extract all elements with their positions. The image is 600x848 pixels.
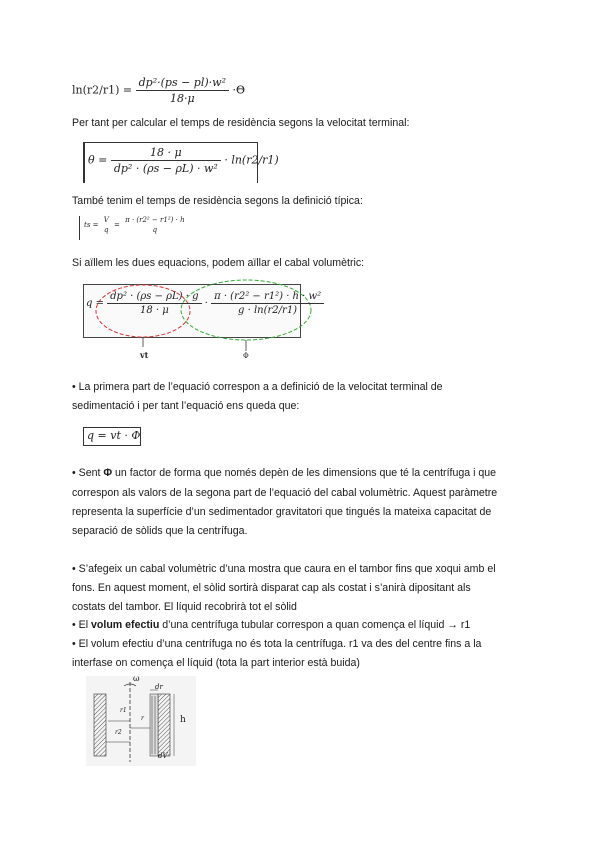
figure-label-r1: r1 <box>120 707 127 714</box>
figure-label-dr: dr <box>155 683 163 691</box>
bullet-effective-volume: • El volum efectiu d’una centrífuga tubular correspon a quan comença el líquid → r1 <box>72 619 471 631</box>
equation-flow: q = $\frac{\text{dp² · (ρs − ρL) · g}}{18 \cdot \mu}$ · $\frac{\text{π · (r2² − r1²) · h · w²}}{g \cdot \ln(r2/r1)}$ <box>86 291 324 316</box>
left-wall <box>94 694 106 756</box>
bullet-phi-line3: representa la superfície d’un sedimentador gravitatori que tingués la mateixa capacitat de <box>72 506 492 518</box>
bullet-phi-line2: correspon als valors de la segona part de l’equació del cabal volumètric. Aquest paràmetre <box>72 487 498 499</box>
figure-label-dv: dV <box>158 752 168 760</box>
bullet-first-part-line2: sedimentació i per tant l’equació ens queda que: <box>72 400 300 412</box>
equation-residence-time: θ = $\frac{18 \cdot \mu}{\text{dp² · (ρs − ρL) · w²}}$ · ln(r2/r1) <box>88 146 279 175</box>
bullet-phi-line1: • Sent Φ un factor de forma que només depèn de les dimensions que té la centrífuga i que <box>72 467 497 479</box>
bullet-flow-sample-line1: • S’afegeix un cabal volumètric d’una mostra que caura en el tambor fins que xoqui amb el <box>72 563 496 575</box>
label-phi: Φ <box>243 352 249 360</box>
bullet-flow-sample-line3: costats del tambor. El líquid recobrirà tot el sòlid <box>72 601 297 613</box>
figure-label-r: r <box>141 715 144 722</box>
paragraph-terminal-velocity: Per tant per calcular el temps de residència segons la velocitat terminal: <box>72 117 410 129</box>
equation-ts-bar <box>79 216 80 240</box>
liquid-layer <box>150 694 158 756</box>
equation-flow-annotations <box>83 275 323 375</box>
equation-q: q = vt · Φ <box>87 429 141 442</box>
bullet-flow-sample-line2: fons. En aquest moment, el sòlid sortirà disparat cap als costat i s’anirà dipositant als <box>72 582 471 594</box>
figure-label-omega: ω <box>133 674 140 683</box>
bullet-phi-line4: separació de sòlids que la centrífuga. <box>72 525 248 537</box>
label-vt: vt <box>140 350 149 360</box>
paragraph-typical-definition: També tenim el temps de residència segons la definició típica: <box>72 195 363 207</box>
bullet-first-part-line1: • La primera part de l’equació correspon a a definició de la velocitat terminal de <box>72 381 443 393</box>
figure-label-r2: r2 <box>115 729 122 736</box>
figure-label-h: h <box>180 715 186 725</box>
equation-ln-ratio: ln(r2/r1) = $\frac{\text{dp²·(ps − pl)·w²}}{18\cdot\mu}$ ·Θ <box>72 76 245 105</box>
equation-ts: ts = V q = π · (r2² − r1²) · h q <box>84 216 185 234</box>
right-wall <box>158 694 170 756</box>
bullet-effective-volume-detail-line1: • El volum efectiu d’una centrífuga no és tota la centrífuga. r1 va des del centre fins a la <box>72 638 482 650</box>
bullet-effective-volume-detail-line2: interfase on comença el líquid (tota la part interior està buida) <box>72 657 360 669</box>
paragraph-isolate-flow: Si aïllem les dues equacions, podem aïllar el cabal volumètric: <box>72 257 365 269</box>
